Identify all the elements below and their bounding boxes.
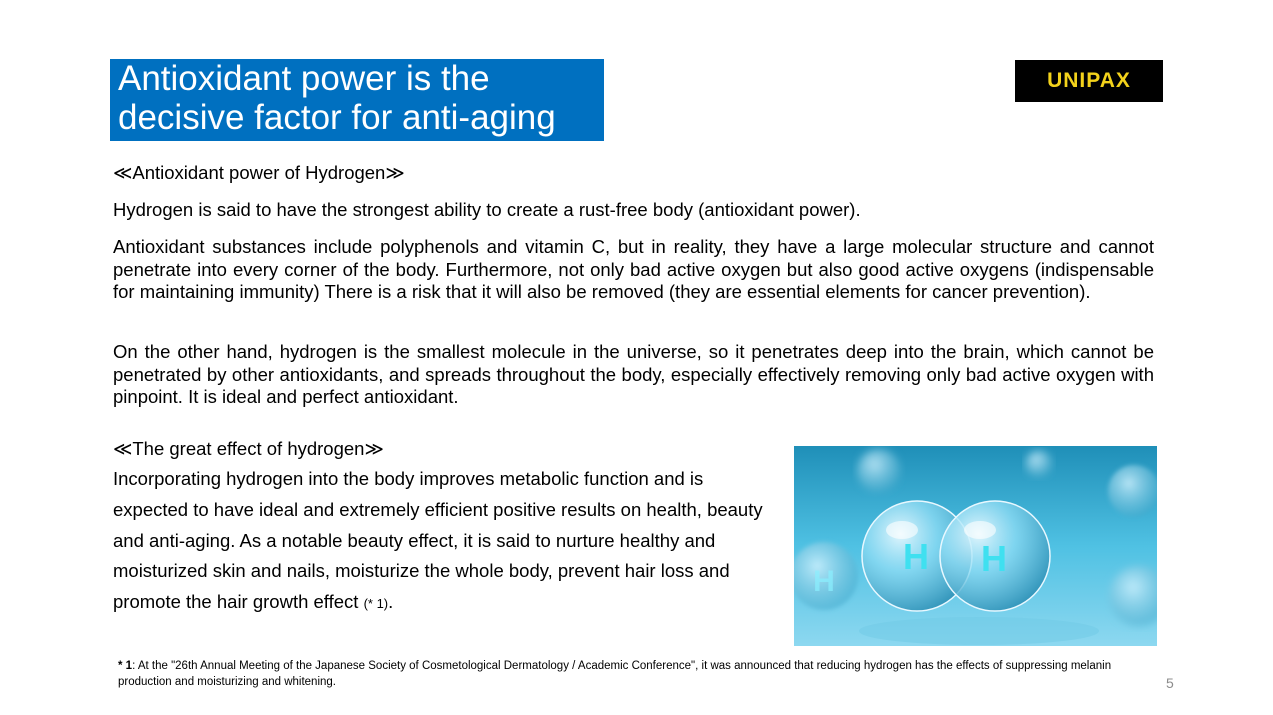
- hydrogen-atom-label-1: H: [903, 536, 929, 577]
- section2-text: Incorporating hydrogen into the body improves metabolic function and is expected to have ideal and extremely efficient positive results on health, beauty and anti-aging. As a notable beauty effect, it is said to nurture healthy and moisturized skin and nails, moisturize the whole body, prevent hair loss and promote the hair growth effect: [113, 468, 763, 613]
- hydrogen-atom-label-blur: H: [813, 565, 835, 598]
- page-number: 5: [1166, 675, 1174, 691]
- title-line-2: decisive factor for anti-aging: [118, 98, 556, 137]
- section1-heading: ≪Antioxidant power of Hydrogen≫: [113, 162, 405, 183]
- title-line-1: Antioxidant power is the: [118, 59, 490, 98]
- hydrogen-molecule-image: [794, 446, 1157, 646]
- footnote: [118, 658, 1118, 690]
- unipax-logo: UNIPAX: [1015, 60, 1163, 102]
- hydrogen-atom-label-2: H: [981, 538, 1007, 579]
- section2-paragraph: [113, 464, 781, 620]
- section2-heading: ≪The great effect of hydrogen≫: [113, 438, 384, 459]
- footnote-reference: (* 1): [363, 596, 389, 612]
- section1-paragraph-1: Hydrogen is said to have the strongest ability to create a rust-free body (antioxidant power).: [113, 199, 861, 220]
- footnote-text: : At the "26th Annual Meeting of the Japanese Society of Cosmetological Dermatology / Academic Conference", it was announced that reducing hydrogen has the effects of suppressing melanin production and moisturizing and whitening.: [118, 660, 1112, 688]
- section2-period: .: [388, 591, 394, 613]
- footnote-mark: * 1: [118, 660, 133, 672]
- section1-paragraph-2: Antioxidant substances include polyphenols and vitamin C, but in reality, they have a large molecular structure and cannot penetrate into every corner of the body. Furthermore, not only bad active oxygen but also good active oxygens (indispensable for maintaining immunity) There is a risk that it will also be removed (they are essential elements for cancer prevention).: [113, 236, 1154, 302]
- section1-paragraph-3: On the other hand, hydrogen is the smallest molecule in the universe, so it penetrates deep into the brain, which cannot be penetrated by other antioxidants, and spreads throughout the body, especially effectively removing only bad active oxygen with pinpoint. It is ideal and perfect antioxidant.: [113, 341, 1154, 407]
- slide-title: [110, 59, 604, 141]
